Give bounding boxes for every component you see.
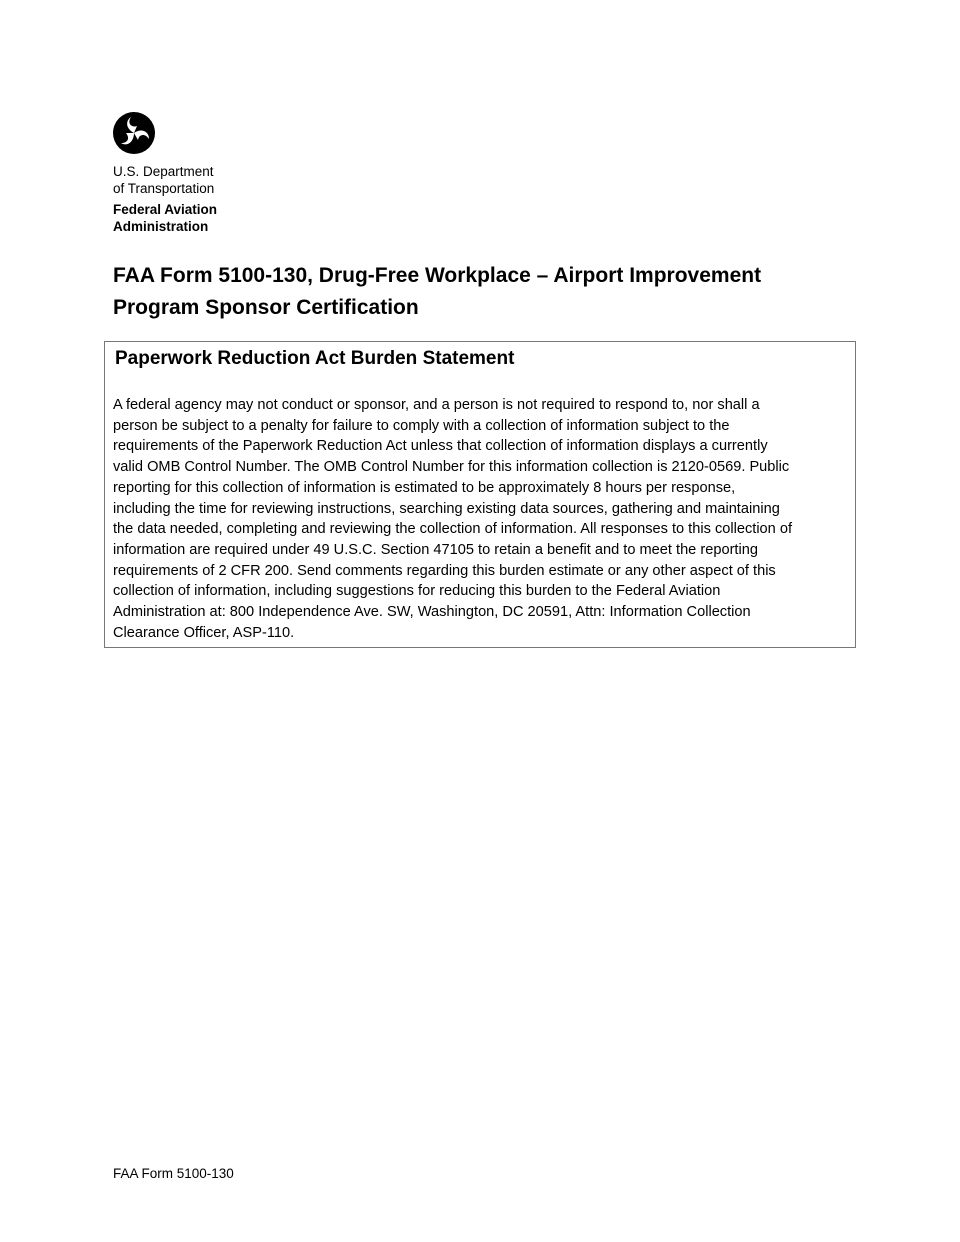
burden-paragraph — [113, 395, 792, 643]
page-footer: FAA Form 5100-130 — [113, 1166, 234, 1181]
text-line: the data needed, completing and reviewing the collection of information. All responses to this collection of — [113, 521, 793, 538]
agency-line: U.S. Department — [113, 164, 214, 179]
text-line: person be subject to a penalty for failure to comply with a collection of information subject to the — [113, 417, 730, 434]
text-line: requirements of 2 CFR 200. Send comments regarding this burden estimate or any other aspect of this — [113, 562, 776, 579]
text-line: information are required under 49 U.S.C. Section 47105 to retain a benefit and to meet the reporting — [113, 541, 758, 558]
text-line: Administration at: 800 Independence Ave. SW, Washington, DC 20591, Attn: Information Collection — [113, 604, 751, 621]
text-line: including the time for reviewing instructions, searching existing data sources, gathering and maintaining — [113, 500, 780, 517]
text-line: collection of information, including suggestions for reducing this burden to the Federal Aviation — [113, 583, 721, 600]
agency-line: of Transportation — [113, 180, 215, 196]
burden-heading: Paperwork Reduction Act Burden Statement — [115, 348, 515, 369]
text-line: requirements of the Paperwork Reduction Act unless that collection of information displays a currently — [113, 438, 768, 455]
text-line: Clearance Officer, ASP-110. — [113, 624, 295, 641]
text-line: valid OMB Control Number. The OMB Control Number for this information collection is 2120-0569. Public — [113, 459, 790, 476]
title-line: Program Sponsor Certification — [113, 296, 419, 319]
dot-logo-icon — [113, 112, 155, 154]
sub-agency-line: Administration — [113, 218, 209, 234]
title-line: FAA Form 5100-130, Drug-Free Workplace – Airport Improvement — [113, 264, 762, 287]
sub-agency-line: Federal Aviation — [113, 202, 218, 217]
agency-block — [113, 164, 217, 235]
text-line: A federal agency may not conduct or sponsor, and a person is not required to respond to, nor shall a — [113, 397, 760, 413]
page-title — [113, 260, 761, 324]
burden-statement-box — [104, 341, 856, 648]
text-line: reporting for this collection of information is estimated to be approximately 8 hours per response, — [113, 479, 736, 496]
